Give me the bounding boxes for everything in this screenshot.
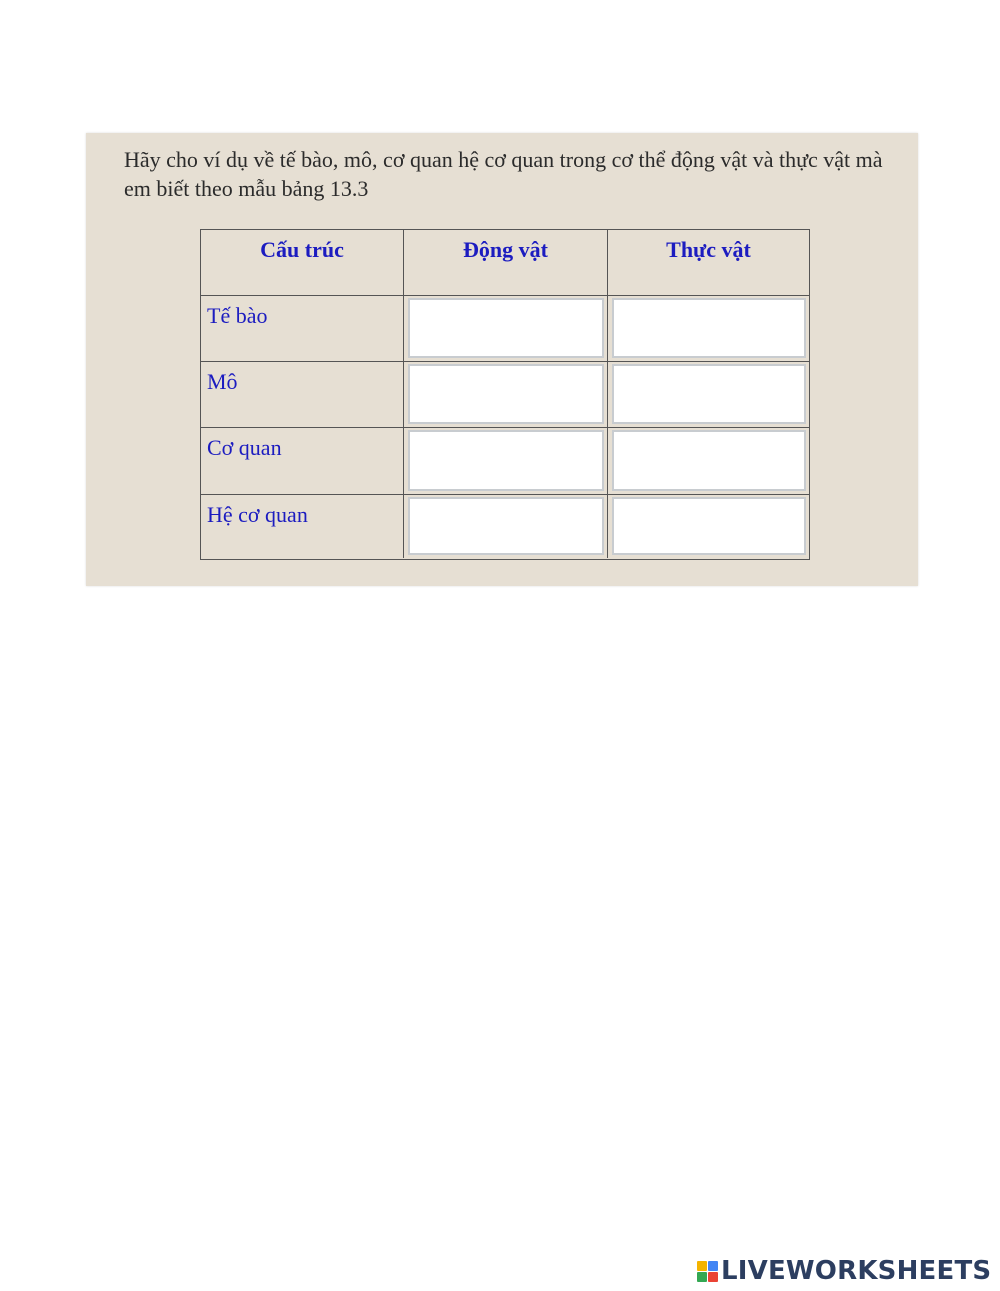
header-cell-animal <box>404 230 608 295</box>
table-row <box>201 296 809 362</box>
plant-answer-cell <box>608 296 809 361</box>
row-label-co-quan: Cơ quan <box>207 435 282 460</box>
animal-answer-cell <box>404 428 608 494</box>
table-row <box>201 362 809 428</box>
logo-block <box>697 1261 707 1271</box>
plant-answer-cell <box>608 362 809 427</box>
logo-block <box>708 1261 718 1271</box>
logo-blocks-icon <box>697 1261 718 1282</box>
plant-answer-field[interactable] <box>612 298 806 358</box>
row-label-mo: Mô <box>207 369 238 394</box>
table-row <box>201 428 809 495</box>
header-plant: Thực vật <box>666 237 751 262</box>
header-cell-structure <box>201 230 404 295</box>
table-row <box>201 495 809 558</box>
row-label-cell <box>201 296 404 361</box>
row-label-cell <box>201 428 404 494</box>
header-structure: Cấu trúc <box>260 237 344 262</box>
animal-answer-cell <box>404 362 608 427</box>
plant-answer-field[interactable] <box>612 497 806 555</box>
logo-block <box>708 1272 718 1282</box>
row-label-cell <box>201 495 404 558</box>
animal-answer-field[interactable] <box>408 497 604 555</box>
animal-answer-field[interactable] <box>408 298 604 358</box>
header-animal: Động vật <box>463 237 548 262</box>
structure-table <box>200 229 810 560</box>
worksheet-panel <box>86 133 918 586</box>
logo-block <box>697 1272 707 1282</box>
row-label-cell <box>201 362 404 427</box>
question-prompt: Hãy cho ví dụ về tế bào, mô, cơ quan hệ cơ quan trong cơ thể động vật và thực vật mà em biết theo mẫu bảng 13.3 <box>124 147 883 201</box>
animal-answer-cell <box>404 296 608 361</box>
plant-answer-cell <box>608 428 809 494</box>
table-header-row <box>201 230 809 296</box>
row-label-he-co-quan: Hệ cơ quan <box>207 502 308 527</box>
plant-answer-cell <box>608 495 809 558</box>
logo-text: LIVEWORKSHEETS <box>721 1256 992 1286</box>
animal-answer-field[interactable] <box>408 364 604 424</box>
plant-answer-field[interactable] <box>612 364 806 424</box>
animal-answer-field[interactable] <box>408 430 604 491</box>
animal-answer-cell <box>404 495 608 558</box>
row-label-cell-te-bao: Tế bào <box>207 303 268 328</box>
liveworksheets-logo <box>697 1255 991 1287</box>
plant-answer-field[interactable] <box>612 430 806 491</box>
header-cell-plant <box>608 230 809 295</box>
